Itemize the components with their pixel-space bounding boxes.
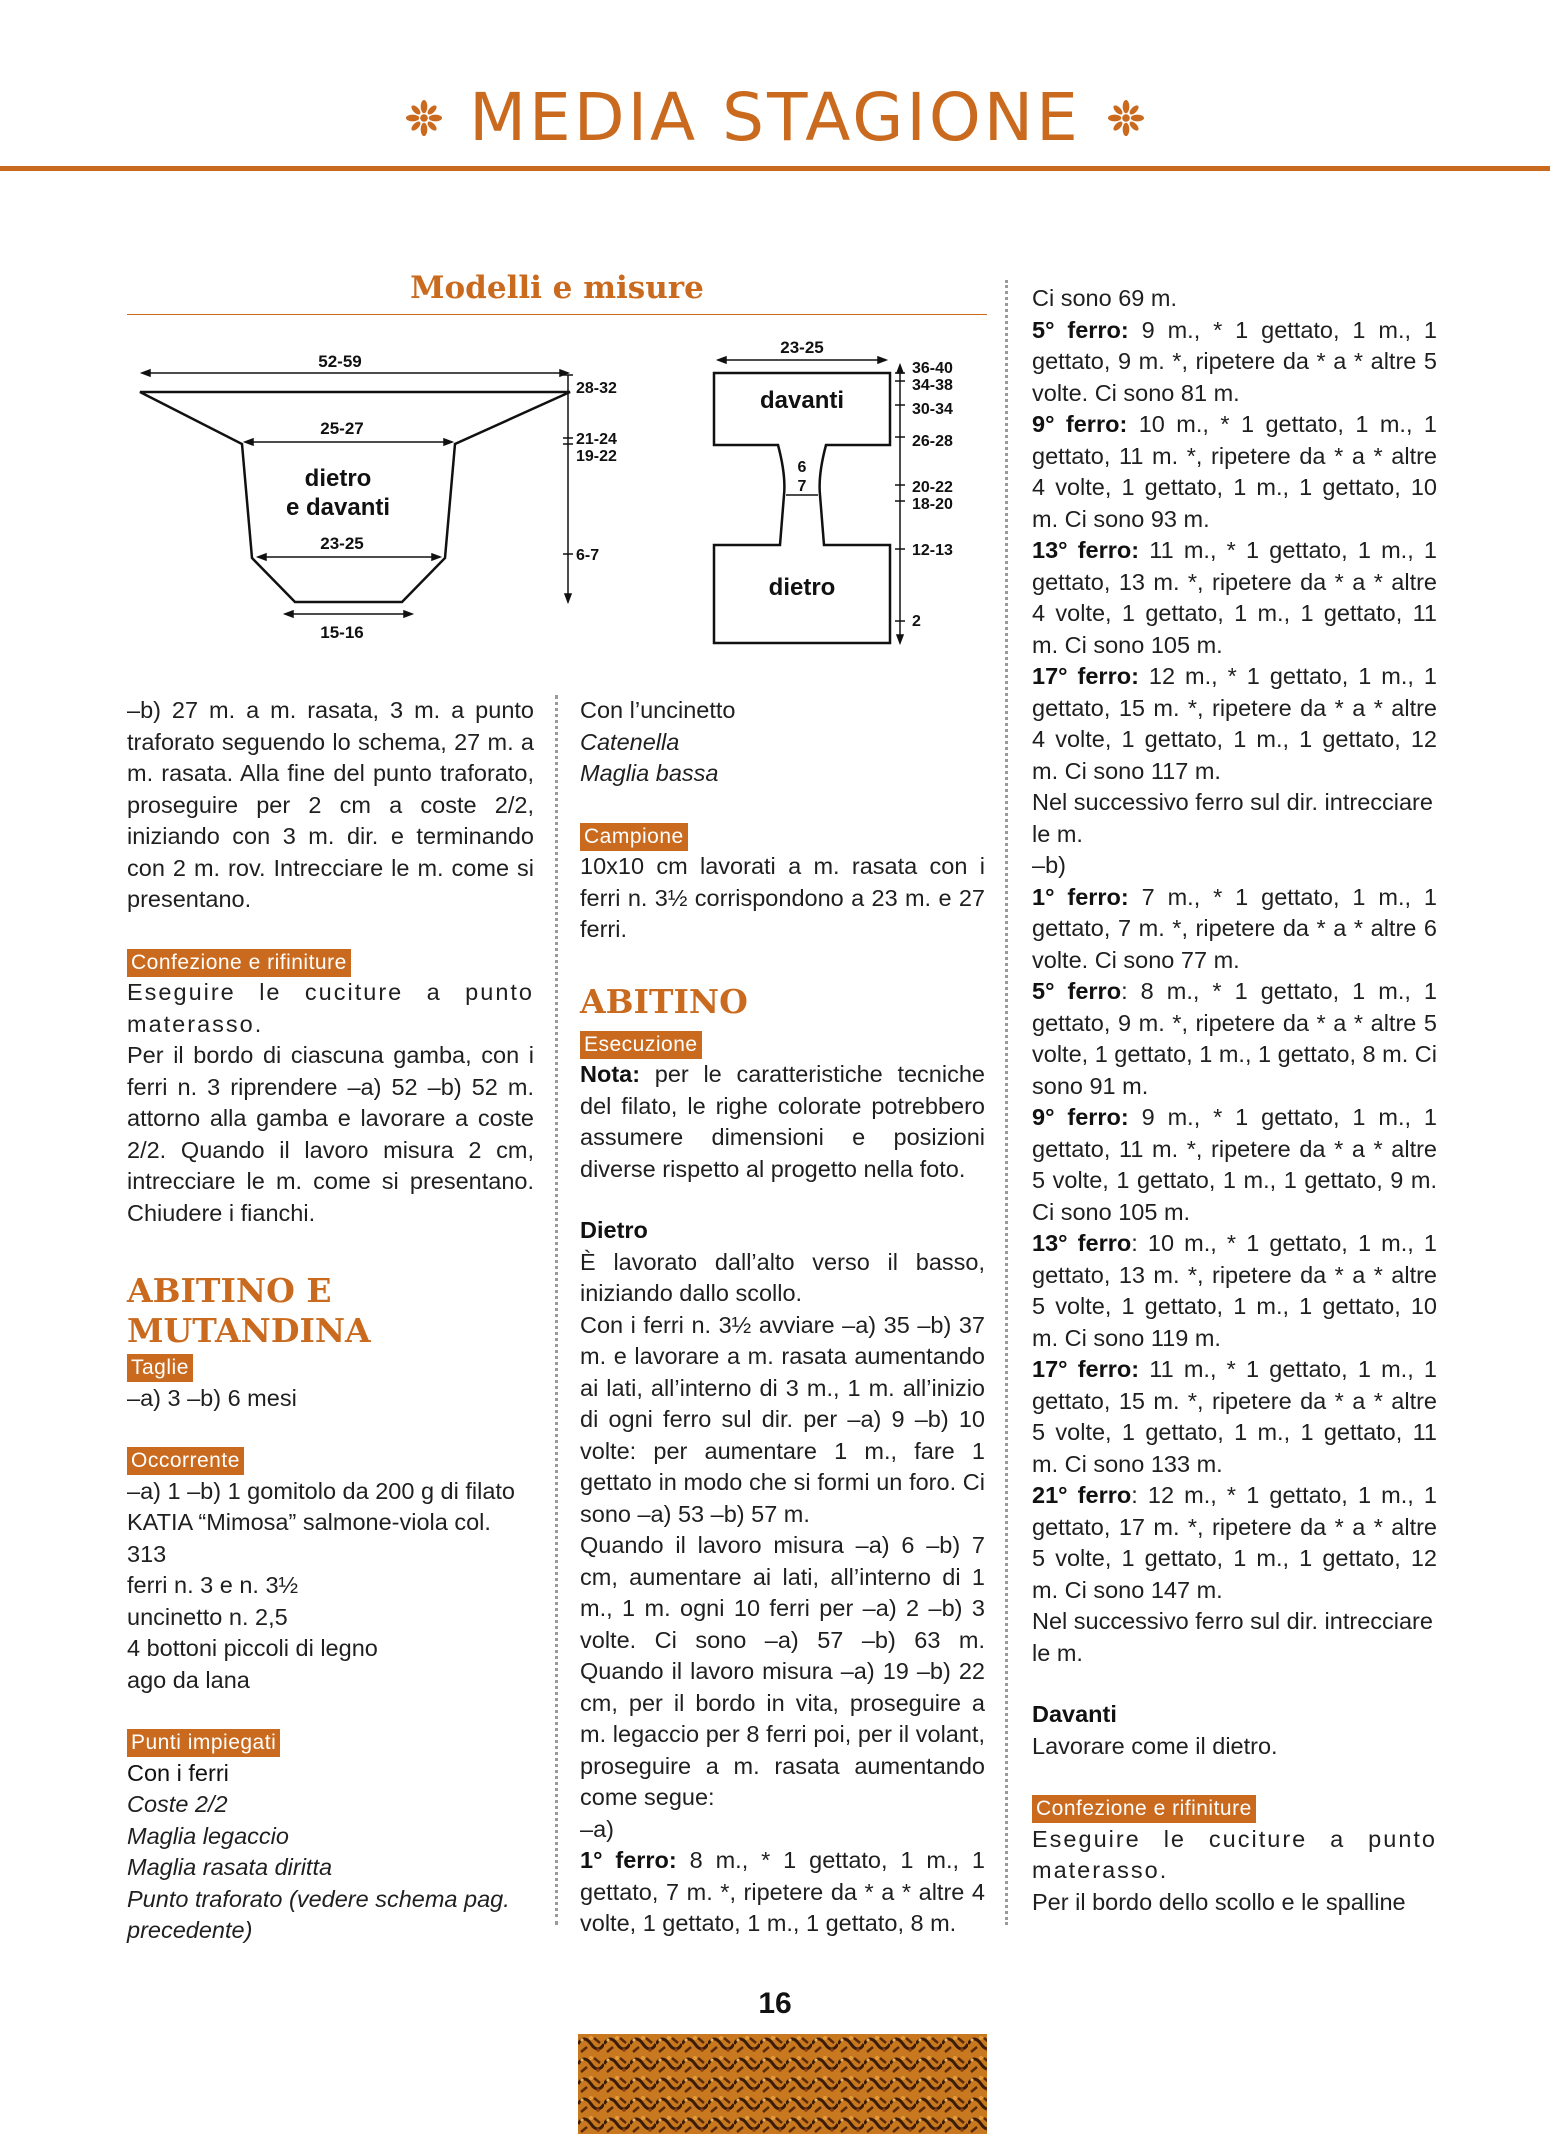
page-header [0,78,1550,158]
section-title: Modelli e misure [410,270,704,306]
heading-abitino-mutandina: ABITINO E MUTANDINA [127,1271,371,1350]
ferro-a-17-label: 17° ferro: [1032,663,1139,689]
ferro-b-21-text: : 12 m., * 1 gettato, 1 m., 1 gettato, 17 m. *, ripetere da * a * altre 5 volte, 1 gettato, 1 m., 1 gettato, 12 m. Ci sono 147 m. [1032,1482,1437,1603]
ferro-b-9 [1032,1102,1437,1228]
measure-height-1: 28-32 [576,380,617,397]
paragraph-dietro-2: Con i ferri n. 3½ avviare –a) 35 –b) 37 m. e lavorare a m. rasata aumentando ai lati, all’interno di 3 m., 1 m. all’inizio di ogni ferro sul dir. per –a) 9 –b) 10 volte: per aumentare 1 m., fare 1 gettato in modo che si formi un foro. Ci sono –a) 53 –b) 57 m. [580,1311,985,1527]
davanti-heading: Davanti [1032,1701,1117,1727]
paragraph-intrecciare-2: Nel successivo ferro sul dir. intrecciare le m. [1032,1608,1433,1666]
measure-waist-a: 6 [797,459,807,476]
measure-dress-h3: 30-34 [912,401,953,418]
uncinetto-item-2: Maglia bassa [580,760,719,786]
measure-dress-h8: 2 [912,613,921,630]
nota-text: per le caratteristiche tecniche del filato, le righe colorate potrebbero assumere dimensioni e posizioni diverse rispetto al progetto nella foto. [580,1061,985,1182]
dietro-heading: Dietro [580,1217,648,1243]
measure-dress-h2: 34-38 [912,377,953,394]
page-title: MEDIA STAGIONE [469,79,1081,156]
measure-dress-h5: 20-22 [912,479,953,496]
heading-abitino: ABITINO [580,981,748,1021]
measure-height-4: 6-7 [576,547,600,564]
paragraph-confezione-3: Eseguire le cuciture a punto materasso. [1032,1825,1437,1883]
piece-label-line2: e davanti [285,494,391,521]
tag-campione: Campione [580,823,688,851]
tag-esecuzione: Esecuzione [580,1031,702,1059]
measure-mid-width: 25-27 [320,419,364,438]
punti-heading: Con i ferri [127,1759,229,1786]
occorrente-item-2: ferri n. 3 e n. 3½ [127,1572,299,1598]
ferro-b-1-text: 7 m., * 1 gettato, 1 m., 1 gettato, 7 m. *, ripetere da * a * altre 6 volte. Ci sono 77 m. [1032,883,1437,973]
ferro-a-9-label: 9° ferro: [1032,411,1128,437]
ferro-b-21-label: 21° ferro [1032,1482,1132,1508]
paragraph-taglie: –a) 3 –b) 6 mesi [127,1384,297,1411]
paragraph-confezione-2: Per il bordo di ciascuna gamba, con i ferri n. 3 riprendere –a) 52 –b) 52 m. attorno alla gamba e lavorare a coste 2/2. Quando il lavoro misura 2 cm, intrecciare le m. come si presentano. Chiudere i fianchi. [127,1042,534,1226]
ferro-b-13-label: 13° ferro [1032,1230,1132,1256]
ferro-b-13 [1032,1228,1437,1354]
measure-waist-b: 7 [797,478,807,495]
ferro-a-5 [1032,315,1437,410]
paragraph-campione: 10x10 cm lavorati a m. rasata con i ferri n. 3½ corrispondono a 23 m. e 27 ferri. [580,853,985,942]
paragraph-dietro-1: È lavorato dall’alto verso il basso, iniziando dallo scollo. [580,1248,985,1306]
column-1 [127,695,534,1947]
ferro-b-5 [1032,976,1437,1102]
ferro-b-13-text: : 10 m., * 1 gettato, 1 m., 1 gettato, 13 m. *, ripetere da * a * altre 5 volte, 1 gettato, 1 m., 1 gettato, 10 m. Ci sono 119 m. [1032,1230,1437,1351]
ferro-a-17-text: 12 m., * 1 gettato, 1 m., 1 gettato, 15 m. *, ripetere da * a * altre 4 volte, 1 gettato, 1 m., 1 gettato, 12 m. Ci sono 117 m. [1032,663,1438,784]
ferro-a-9-text: 10 m., * 1 gettato, 1 m., 1 gettato, 11 m. *, ripetere da * a * altre 4 volte, 1 gettato, 1 m., 1 gettato, 10 m. Ci sono 93 m. [1032,411,1437,532]
occorrente-item-4: 4 bottoni piccoli di legno [127,1635,378,1661]
ferro-a-9 [1032,409,1437,535]
column-2 [580,695,985,1940]
ferro-b-5-label: 5° ferro [1032,978,1122,1004]
occorrente-item-1: –a) 1 –b) 1 gomitolo da 200 g di filato KATIA “Mimosa” salmone-viola col. 313 [127,1477,516,1567]
occorrente-item-3: uncinetto n. 2,5 [127,1603,288,1630]
tag-confezione-2: Confezione e rifiniture [1032,1795,1256,1823]
ferro-b-5-text: : 8 m., * 1 gettato, 1 m., 1 gettato, 9 m. *, ripetere da * a * altre 5 volte, 1 gettato, 1 m., 1 gettato, 8 m. Ci sono 91 m. [1032,978,1437,1099]
page-number: 16 [758,1987,792,2020]
paragraph-confezione-1: Eseguire le cuciture a punto materasso. [127,979,534,1037]
flourish-left-icon [405,99,443,137]
ferro-b-1-label: 1° ferro: [1032,883,1129,910]
punti-item-1: Coste 2/2 [127,1791,228,1817]
flourish-right-icon [1107,99,1145,137]
measure-dress-width: 23-25 [780,338,824,357]
section-rule [127,314,987,315]
ferro-b-17-text: 11 m., * 1 gettato, 1 m., 1 gettato, 15 m. *, ripetere da * a * altre 5 volte, 1 gettato, 1 m., 1 gettato, 11 m. Ci sono 133 m. [1032,1356,1437,1477]
diagram-body [120,340,630,650]
column-divider-2 [1005,280,1008,1925]
measure-dress-h7: 12-13 [912,542,953,559]
column-3 [1032,283,1437,1918]
measure-bottom-width: 15-16 [320,623,364,642]
paragraph-nota [580,1059,985,1185]
punti-item-3: Maglia rasata diritta [127,1854,333,1880]
size-b-label: –b) [1032,852,1066,878]
ferro-a-5-label: 5° ferro: [1032,316,1129,343]
piece-label-dietro: dietro [768,574,836,601]
paragraph-confezione-4: Per il bordo dello scollo e le spalline [1032,1888,1406,1915]
paragraph-ci-sono-69: Ci sono 69 m. [1032,285,1177,311]
column-divider-1 [555,695,558,1925]
ferro-b-1 [1032,882,1437,977]
measure-height-3: 19-22 [576,448,617,465]
ferro-a-1-text: 8 m., * 1 gettato, 1 m., 1 gettato, 7 m. *, ripetere da * a * altre 4 volte, 1 gettato, 1 m., 1 gettato, 8 m. [580,1847,985,1936]
size-a-label: –a) [580,1815,614,1842]
ferro-a-5-text: 9 m., * 1 gettato, 1 m., 1 gettato, 9 m. *, ripetere da * a * altre 5 volte. Ci sono 81 m. [1032,316,1437,406]
measure-dress-h6: 18-20 [912,496,953,513]
tag-confezione: Confezione e rifiniture [127,949,351,977]
ferro-a-13 [1032,535,1437,661]
paragraph-dietro-3: Quando il lavoro misura –a) 6 –b) 7 cm, aumentare ai lati, all’interno di 1 m., 1 m. ogni 10 ferri per –a) 2 –b) 3 volte. Ci sono –a) 57 –b) 63 m. Quando il lavoro misura –a) 19 –b) 22 cm, per il bordo in vita, proseguire a m. legaccio per 8 ferri poi, per il volant, proseguire a m. rasata aumentando come segue: [580,1532,985,1810]
ferro-b-21 [1032,1480,1437,1606]
ferro-a-13-label: 13° ferro: [1032,537,1140,563]
tag-taglie: Taglie [127,1354,193,1382]
punti-item-4: Punto traforato (vedere schema pag. precedente) [127,1885,510,1943]
piece-label-line1: dietro [304,465,372,492]
paragraph-davanti: Lavorare come il dietro. [1032,1732,1278,1759]
piece-label-davanti: davanti [759,387,845,414]
nota-label: Nota: [580,1061,641,1087]
paragraph-intro: –b) 27 m. a m. rasata, 3 m. a punto traforato seguendo lo schema, 27 m. a m. rasata. Alla fine del punto traforato, proseguire per 2 cm a coste 2/2, iniziando con 3 m. dir. e terminando con 2 m. rov. Intrecciare le m. come si presentano. [127,697,534,912]
diagram-dress [700,325,970,660]
ferro-a-13-text: 11 m., * 1 gettato, 1 m., 1 gettato, 13 m. *, ripetere da * a * altre 4 volte, 1 gettato, 1 m., 1 gettato, 11 m. Ci sono 105 m. [1032,537,1437,658]
tag-occorrente: Occorrente [127,1447,244,1475]
uncinetto-item-1: Catenella [580,728,680,755]
measure-dress-h1: 36-40 [912,360,953,377]
ferro-a-17 [1032,661,1437,787]
measure-height-2: 21-24 [576,431,617,448]
measure-low-width: 23-25 [320,534,364,553]
uncinetto-heading: Con l’uncinetto [580,697,736,723]
measure-dress-h4: 26-28 [912,433,953,450]
occorrente-item-5: ago da lana [127,1666,250,1693]
ferro-b-9-label: 9° ferro: [1032,1104,1129,1130]
header-rule [0,166,1550,171]
ferro-a-1-label: 1° ferro: [580,1847,677,1873]
punti-item-2: Maglia legaccio [127,1822,289,1849]
ferro-b-17-label: 17° ferro: [1032,1356,1140,1382]
measure-top-width: 52-59 [318,352,362,371]
tag-punti-impiegati: Punti impiegati [127,1729,280,1757]
paragraph-intrecciare-1: Nel successivo ferro sul dir. intrecciare le m. [1032,789,1433,847]
ferro-b-17 [1032,1354,1437,1480]
knit-texture-image [578,2034,987,2134]
ferro-a-1 [580,1845,985,1940]
ferro-b-9-text: 9 m., * 1 gettato, 1 m., 1 gettato, 11 m. *, ripetere da * a * altre 5 volte, 1 gettato, 1 m., 1 gettato, 9 m. Ci sono 105 m. [1032,1104,1437,1225]
